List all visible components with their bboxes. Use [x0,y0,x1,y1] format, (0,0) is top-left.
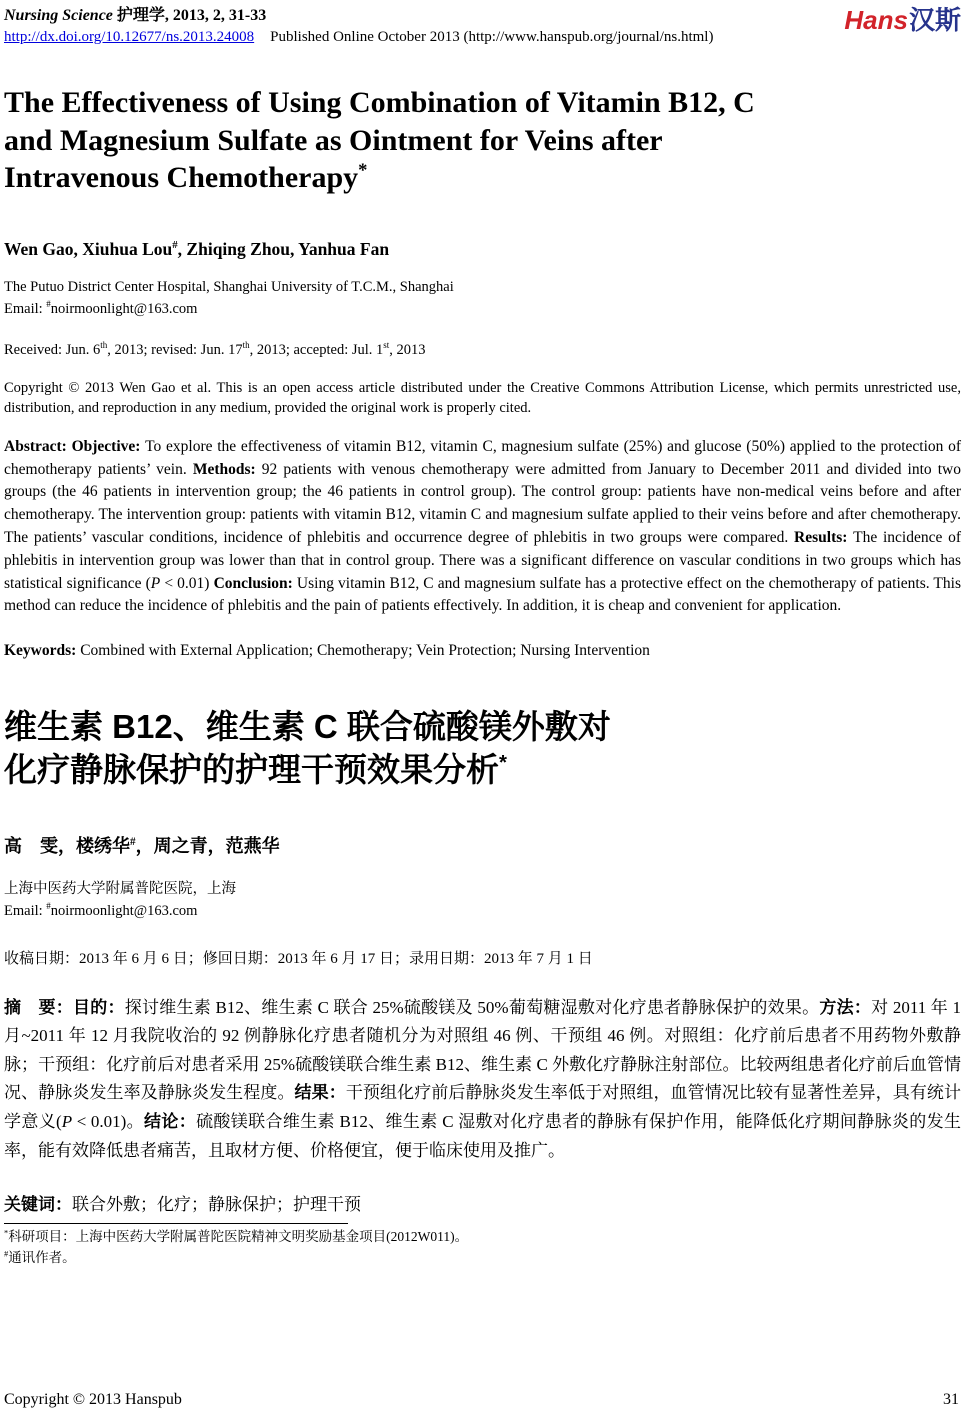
article-title-line-3-text: Intravenous Chemotherapy [4,161,359,195]
corresponding-footnote-text: 通讯作者。 [8,1250,76,1266]
received-text: Received: Jun. 6 [4,341,101,358]
title-footnote-marker: * [358,160,368,182]
chinese-email-marker: # [46,901,51,912]
chinese-results-text: 干预组化疗前后静脉炎发生率低于对照组，血管情况比较有显著性差异，具有统计学意义( [4,1083,962,1131]
conclusion-text: Using vitamin B12, C and magnesium sulfate has a protective effect on the chemotherapy of patients. This method can reduce the incidence of phlebitis and the pain of patients effectively. In addition, it is cheap and convenient for application. [4,574,961,615]
conclusion-label: Conclusion: [213,574,297,592]
chinese-p-value-symbol: P [61,1112,73,1131]
corresponding-author-marker: # [172,239,178,252]
results-text-rest: < 0.01) [160,574,214,592]
chinese-keywords-line [4,1190,961,1215]
affiliation-block [4,277,961,321]
chinese-conclusion-text: 硫酸镁联合维生素 B12、维生素 C 湿敷对化疗患者的静脉有保护作用，能降低化疗期间静脉炎的发生率，能有效降低患者痛苦，且取材方便、价格便宜，便于临床使用及推广。 [4,1112,961,1160]
email-marker: # [46,299,51,310]
objective-label: Objective: [71,437,146,455]
journal-header-left [4,6,713,46]
chinese-title-line-2-text: 化疗静脉保护的护理干预效果分析 [4,750,499,788]
page-footer [4,1391,959,1409]
chinese-objective-text: 探讨维生素 B12、维生素 C 联合 25%硫酸镁及 50%葡萄糖湿敷对化疗患者静脉保护的效果。 [124,997,820,1017]
authors-line [4,239,961,260]
footnote-separator-rule [4,1223,348,1224]
email-address: noirmoonlight@163.com [50,300,198,317]
page-header [4,6,961,46]
ordinal-sup: th [100,339,108,350]
journal-citation-line [4,6,713,27]
p-value-symbol: P [150,574,161,592]
chinese-email-label: Email: [4,903,47,920]
article-title-line-2: and Magnesium Sulfate as Ointment for Veins after [4,123,663,157]
footnotes-block [4,1227,961,1269]
corresponding-author-footnote [4,1248,961,1269]
page-number: 31 [943,1391,959,1408]
accepted-year-text: , 2013 [389,341,426,358]
keywords-line [4,642,961,660]
chinese-email-line [4,900,961,922]
chinese-keywords-text: 联合外敷；化疗；静脉保护；护理干预 [72,1195,361,1215]
email-line [4,299,961,321]
abstract-paragraph [4,436,961,618]
affiliation-text: The Putuo District Center Hospital, Shanghai University of T.C.M., Shanghai [4,279,454,296]
funding-footnote-text: 科研项目：上海中医药大学附属普陀医院精神文明奖励基金项目(2012W011)。 [8,1229,469,1245]
email-label: Email: [4,300,47,317]
published-online-text: Published Online October 2013 (http://www.hanspub.org/journal/ns.html) [270,28,714,45]
copyright-notice: Copyright © 2013 Wen Gao et al. This is an open access article distributed under the Creative Commons Attribution License, which permits unrestricted use, distribution, and reproduction in any medium, provided the original work is properly cited. [4,379,961,417]
funding-footnote [4,1227,961,1248]
chinese-results-label: 结果： [294,1083,346,1103]
objective-text: To explore the effectiveness of vitamin B12, vitamin C, magnesium sulfate (25%) and glucose (50%) applied to the protection of chemotherapy patients’ vein. [4,437,962,478]
authors-text-rest: , Zhiqing Zhou, Yanhua Fan [177,239,390,260]
funding-footnote-marker: * [4,1228,9,1238]
article-title [4,84,961,197]
chinese-title-footnote-marker: * [499,750,507,774]
doi-line [4,29,713,46]
doi-link[interactable]: http://dx.doi.org/10.12677/ns.2013.24008 [4,28,255,45]
keywords-label: Keywords: [4,642,81,660]
chinese-corresponding-author-marker: # [130,835,136,848]
chinese-affiliation-text: 上海中医药大学附属普陀医院，上海 [4,880,236,897]
article-title-line-1: The Effectiveness of Using Combination of Vitamin B12, C [4,85,755,119]
accepted-text: , 2013; accepted: Jul. 1 [249,341,384,358]
chinese-authors-line [4,832,961,858]
results-label: Results: [794,528,854,546]
chinese-authors-text-rest: ，周之青，范燕华 [135,835,280,856]
chinese-article-title [4,706,961,792]
chinese-authors-text: 高 雯，楼绣华 [4,835,130,856]
article-title-line-3 [4,159,961,197]
chinese-keywords-label: 关键词： [4,1195,72,1215]
ordinal-sup: th [242,339,250,350]
chinese-title-line-1: 维生素 B12、维生素 C 联合硫酸镁外敷对 [4,708,611,746]
chinese-abstract-label: 摘 要： [4,997,74,1017]
chinese-dates-line: 收稿日期：2013 年 6 月 6 日；修回日期：2013 年 6 月 17 日；录用日期：2013 年 7 月 1 日 [4,950,593,967]
authors-text: Wen Gao, Xiuhua Lou [4,239,173,260]
revised-text: , 2013; revised: Jun. 17 [107,341,243,358]
chinese-title-line-2 [4,749,961,792]
received-dates-line [4,339,961,359]
methods-label: Methods: [192,460,262,478]
corresponding-footnote-marker: # [4,1249,9,1259]
chinese-objective-label: 目的： [73,997,125,1017]
hans-logo-latin: Hans [844,5,908,35]
journal-name: Nursing Science [4,7,113,24]
chinese-methods-text: 对 2011 年 1 月~2011 年 12 月我院收治的 92 例静脉化疗患者随机分为对照组 46 例、干预组 46 例。对照组：化疗前后患者不用药物外敷静脉；干预组：化疗前后对患者采用 25%硫酸镁联合维生素 B12、维生素 C 外敷化疗静脉注射部位。比较两组患者化疗前后血管情况、静脉炎发生率及静脉炎发生程度。 [4,997,962,1103]
results-text: The incidence of phlebitis in intervention group was lower than that in control group. There was a significant difference on vascular conditions in two groups which has statistical significance ( [4,528,962,592]
hans-publisher-logo [844,7,961,34]
chinese-conclusion-label: 结论： [144,1112,197,1131]
abstract-label: Abstract: [4,437,72,455]
chinese-results-text-rest: < 0.01)。 [72,1112,145,1131]
journal-issue-info: 护理学, 2013, 2, 31-33 [112,7,267,24]
footer-copyright: Copyright © 2013 Hanspub [4,1391,182,1408]
hans-logo-chinese: 汉斯 [908,5,961,35]
chinese-abstract-paragraph [4,994,961,1165]
keywords-text: Combined with External Application; Chemotherapy; Vein Protection; Nursing Intervention [80,642,650,660]
chinese-email-address: noirmoonlight@163.com [50,903,198,920]
chinese-methods-label: 方法： [819,997,872,1017]
chinese-affiliation-block [4,878,961,923]
methods-text: 92 patients with venous chemotherapy were admitted from January to December 2011 and divided into two groups (the 46 patients in intervention group; the 46 patients in control group). The control group: patients have non-medical veins before and after chemotherapy. The intervention group: patients with vitamin B12, vitamin C and magnesium sulfate applied to their veins before and after chemotherapy. The patients’ vascular conditions, incidence of phlebitis and occurrence degree of phlebitis in two groups were compared. [4,460,961,546]
ordinal-sup: st [383,339,390,350]
